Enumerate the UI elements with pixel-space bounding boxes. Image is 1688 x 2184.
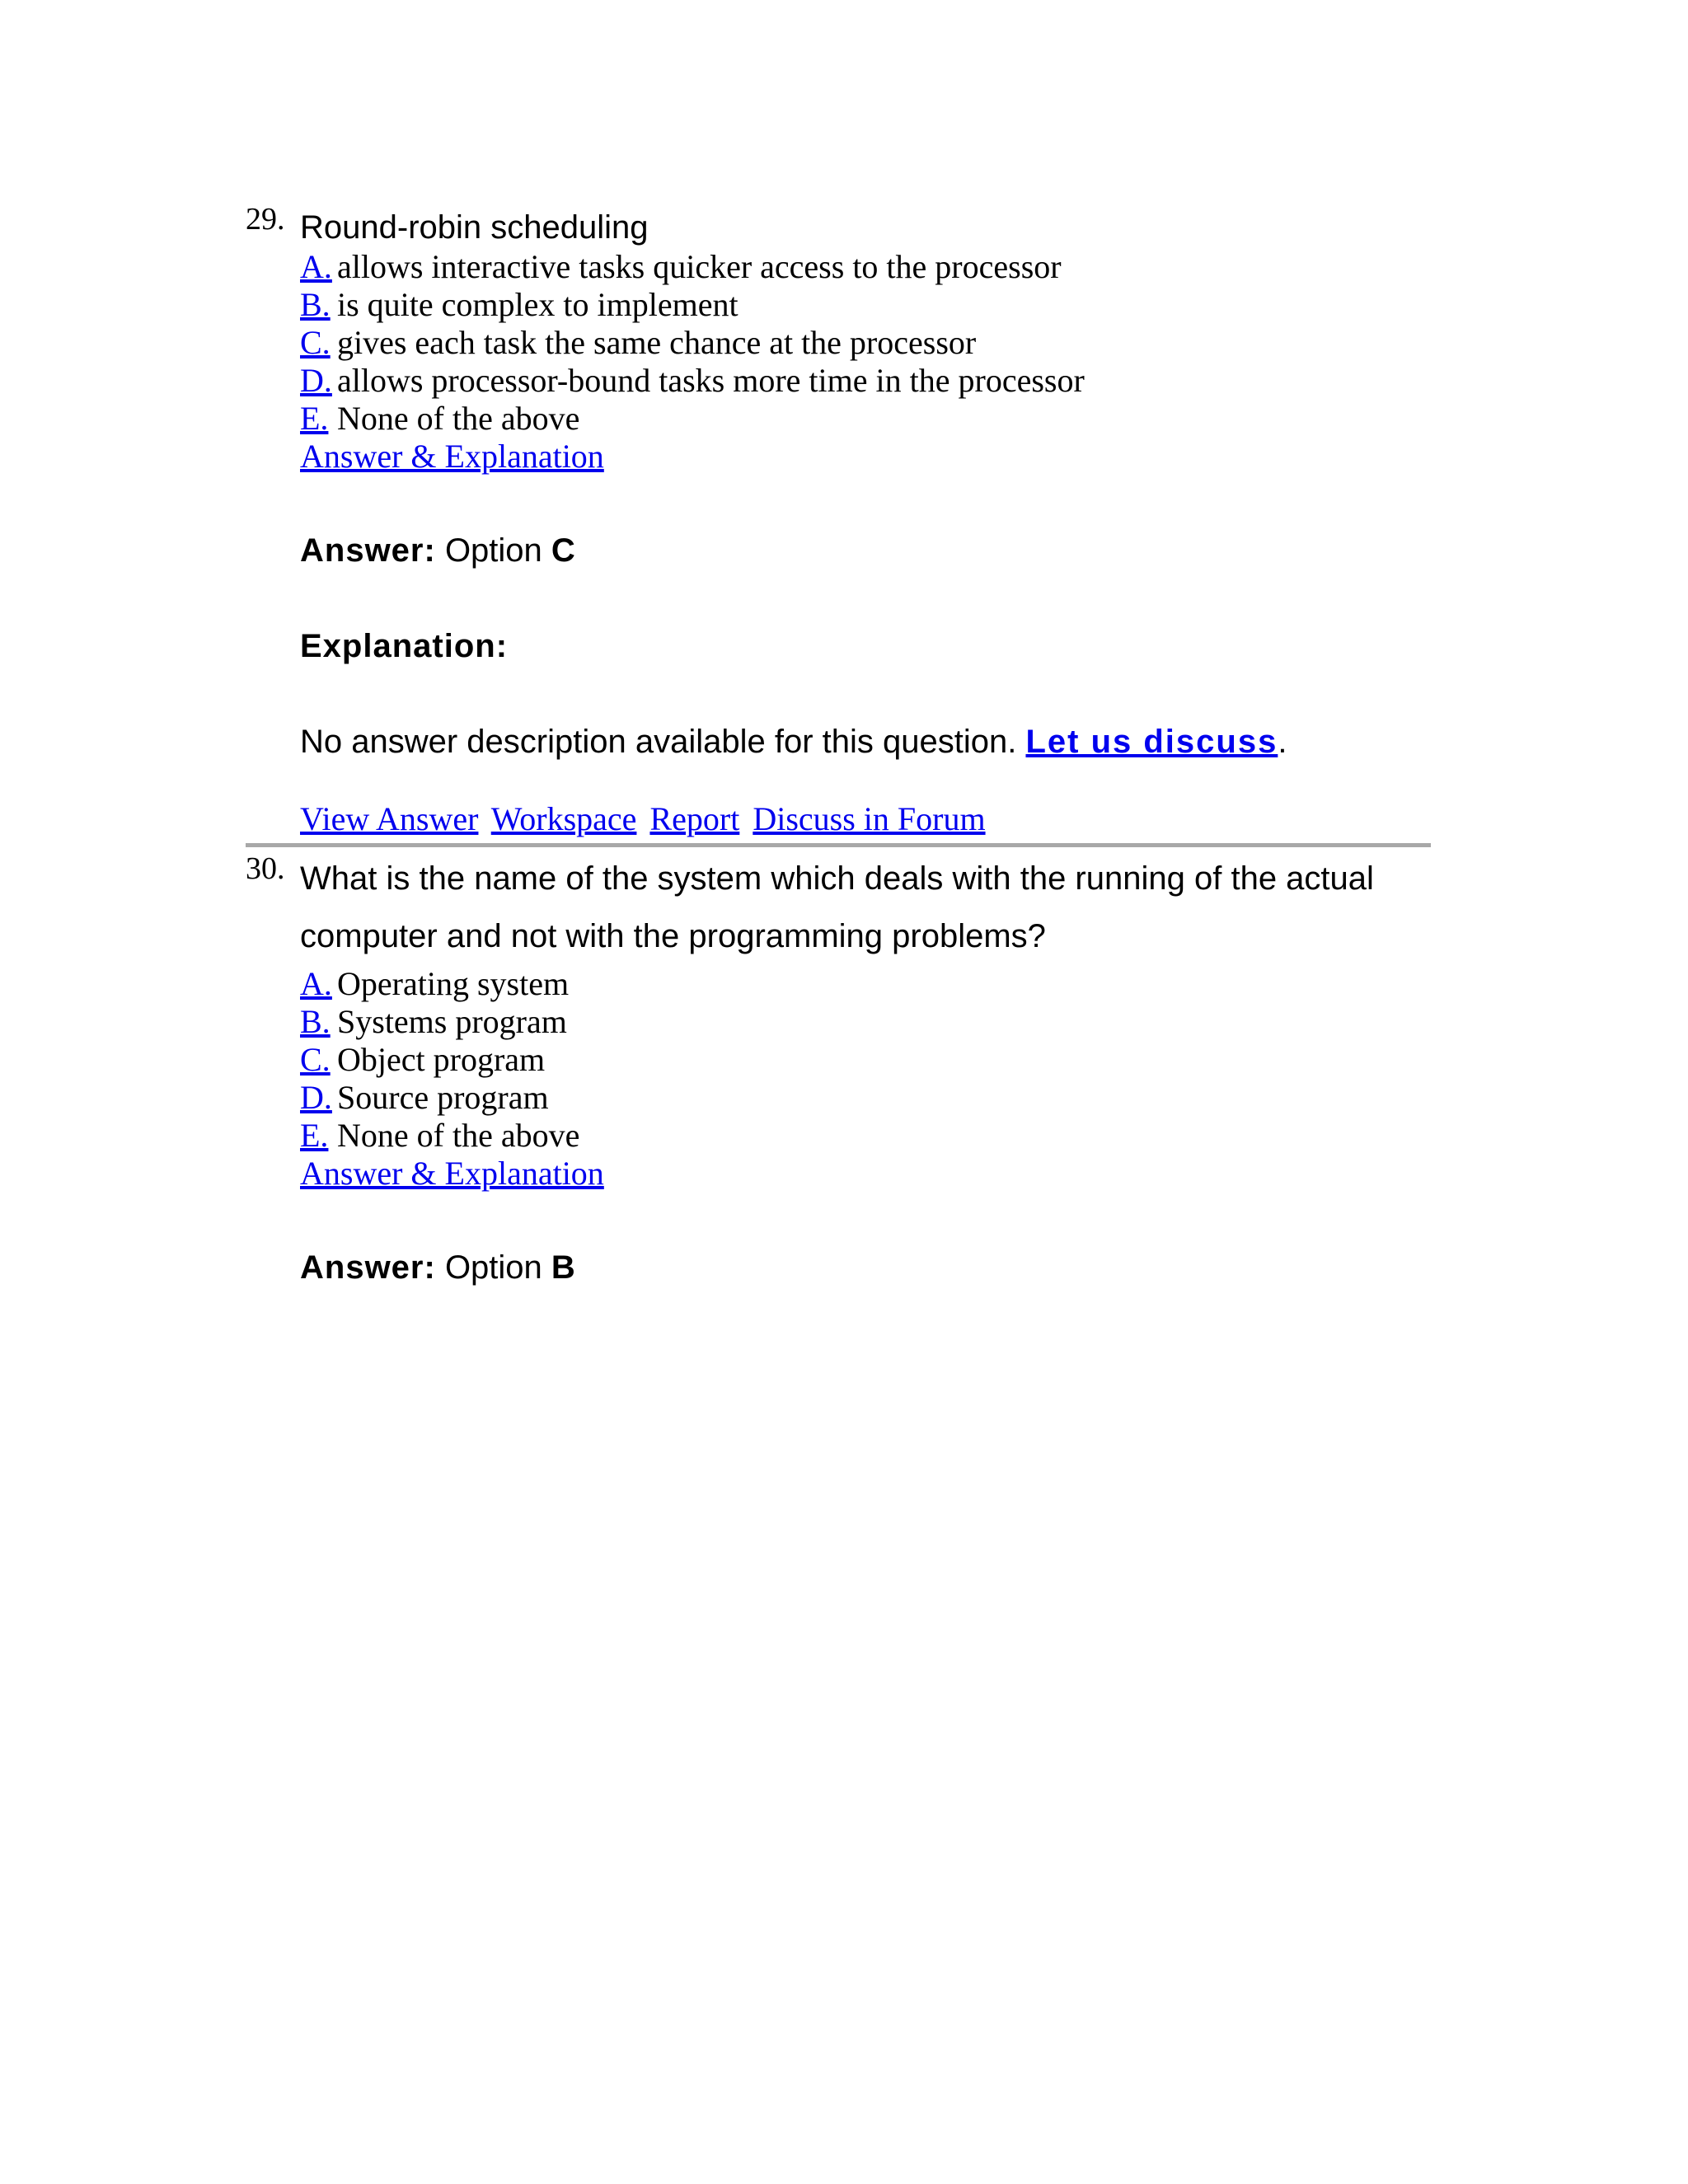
answer-prefix: Option — [444, 1249, 542, 1286]
option-b-text: is quite complex to implement — [337, 286, 738, 323]
answer-value: B — [551, 1249, 576, 1286]
explanation-heading: Explanation: — [300, 628, 509, 664]
question-divider — [246, 843, 1431, 847]
option-b-link[interactable]: B. — [300, 1003, 331, 1040]
option-b-link[interactable]: B. — [300, 286, 331, 323]
answer-explanation-link[interactable]: Answer & Explanation — [300, 1155, 604, 1192]
option-e — [300, 1117, 1449, 1155]
option-b — [300, 286, 1449, 324]
option-a — [300, 965, 1449, 1003]
option-e-text: None of the above — [337, 1117, 580, 1154]
option-b — [300, 1003, 1449, 1041]
question-body — [300, 200, 1449, 838]
option-d — [300, 362, 1449, 400]
option-a-text: Operating system — [337, 965, 570, 1002]
question-text — [300, 850, 1449, 965]
option-a-link[interactable]: A. — [300, 965, 332, 1002]
option-c-link[interactable]: C. — [300, 324, 331, 361]
answer-value: C — [551, 532, 576, 569]
discuss-in-forum-link[interactable]: Discuss in Forum — [753, 800, 986, 837]
option-c-link[interactable]: C. — [300, 1041, 331, 1078]
question-text-line-2: computer and not with the programming problems? — [300, 918, 1046, 954]
view-answer-link[interactable]: View Answer — [300, 800, 479, 837]
option-e — [300, 400, 1449, 438]
option-c-text: gives each task the same chance at the processor — [337, 324, 977, 361]
explanation-text — [300, 721, 1449, 762]
report-link[interactable]: Report — [649, 800, 740, 837]
option-c — [300, 1041, 1449, 1079]
answer-line — [300, 530, 1449, 571]
option-c — [300, 324, 1449, 362]
option-e-text: None of the above — [337, 400, 580, 437]
question-body — [300, 850, 1449, 1288]
question-number: 30. — [246, 851, 285, 886]
explanation-body: No answer description available for this question. — [300, 724, 1026, 760]
option-d-link[interactable]: D. — [300, 1079, 332, 1116]
question-number: 29. — [246, 202, 285, 237]
workspace-link[interactable]: Workspace — [490, 800, 637, 837]
option-c-text: Object program — [337, 1041, 546, 1078]
let-us-discuss-link[interactable]: Let us discuss — [1025, 724, 1278, 760]
option-d-link[interactable]: D. — [300, 362, 332, 399]
option-e-link[interactable]: E. — [300, 400, 329, 437]
question-text: Round-robin scheduling — [300, 209, 649, 246]
answer-explanation-link[interactable]: Answer & Explanation — [300, 438, 604, 475]
answer-label: Answer: — [300, 1249, 436, 1286]
option-a-link[interactable]: A. — [300, 248, 332, 285]
question-actions — [300, 800, 1449, 838]
option-d-text: Source program — [337, 1079, 549, 1116]
answer-prefix: Option — [444, 532, 542, 569]
explanation-period: . — [1278, 724, 1287, 760]
option-d-text: allows processor-bound tasks more time in the processor — [337, 362, 1085, 399]
option-e-link[interactable]: E. — [300, 1117, 329, 1154]
option-b-text: Systems program — [337, 1003, 567, 1040]
answer-line — [300, 1247, 1449, 1288]
answer-label: Answer: — [300, 532, 436, 569]
option-a — [300, 248, 1449, 286]
option-a-text: allows interactive tasks quicker access to the processor — [337, 248, 1062, 285]
option-d — [300, 1079, 1449, 1117]
question-text-line-1: What is the name of the system which deals with the running of the actual — [300, 860, 1374, 897]
